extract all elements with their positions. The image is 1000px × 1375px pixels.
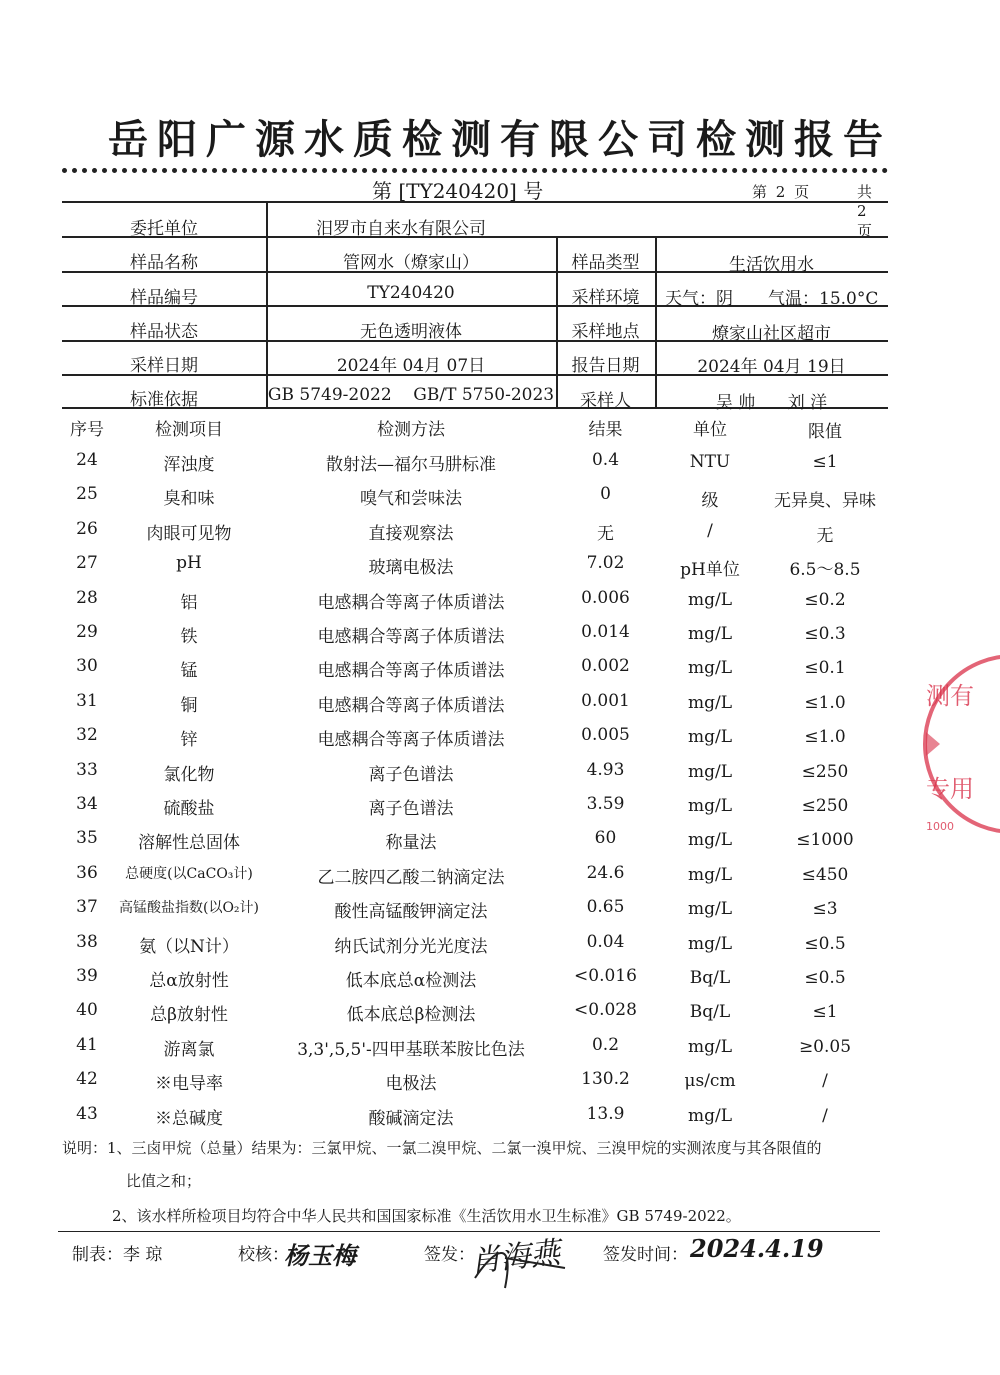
cell-limit: / [822, 1071, 828, 1092]
cell-no: 25 [76, 484, 98, 505]
cell-no: 41 [76, 1034, 98, 1055]
cell-limit: ≤0.5 [804, 933, 846, 954]
cell-no: 34 [76, 794, 98, 814]
prepared-by: 制表：李 琼 [72, 1245, 163, 1265]
client-label: 委托单位 [130, 219, 198, 239]
cell-result: 0.4 [591, 450, 620, 470]
sample-type-value: 生活饮用水 [729, 255, 814, 275]
cell-item: 总β放射性 [150, 1005, 228, 1026]
total-pages: 共 2 页 [857, 183, 875, 240]
approver-signature-stroke [455, 1228, 585, 1298]
cell-item: 总α放射性 [149, 971, 229, 991]
cell-unit: mg/L [687, 864, 733, 885]
cell-method: 直接观察法 [368, 523, 454, 544]
state-value: 无色透明液体 [360, 322, 462, 342]
cell-result: 7.02 [586, 553, 625, 574]
svg-text:专用: 专用 [926, 775, 974, 803]
cell-result: <0.016 [574, 966, 637, 986]
sample-name-value: 管网水（燎家山） [343, 253, 479, 273]
client-value: 汨罗市自来水有限公司 [316, 219, 486, 239]
issue-time-label: 签发时间： [603, 1245, 688, 1265]
cell-item: pH [176, 553, 202, 574]
cell-result: 60 [594, 828, 617, 849]
header-item: 检测项目 [155, 420, 223, 440]
cell-method: 电感耦合等离子体质谱法 [317, 661, 505, 682]
cell-limit: ≤250 [801, 796, 849, 816]
cell-limit: ≤1 [812, 452, 838, 472]
cell-method: 酸碱滴定法 [368, 1108, 454, 1129]
cell-method: 纳氏试剂分光光度法 [334, 936, 488, 957]
cell-method: 3,3',5,5'-四甲基联苯胺比色法 [297, 1039, 525, 1060]
site-label: 采样地点 [571, 322, 640, 342]
cell-no: 24 [76, 450, 98, 470]
cell-limit: ≤0.1 [804, 658, 846, 679]
cell-item: 铜 [180, 695, 198, 716]
cell-no: 37 [76, 897, 98, 918]
cell-limit: ≤1.0 [804, 727, 846, 748]
cell-limit: ≤450 [801, 864, 849, 885]
note-line-1: 说明：1、三卤甲烷（总量）结果为：三氯甲烷、一氯二溴甲烷、二氯一溴甲烷、三溴甲烷的实测浓度与其各限值的 [62, 1139, 822, 1157]
cell-method: 离子色谱法 [368, 764, 454, 785]
cell-result: 4.93 [586, 759, 625, 780]
header-limit: 限值 [808, 422, 842, 442]
env-label: 采样环境 [571, 288, 640, 308]
sampling-date-value: 2024年 04月 07日 [336, 356, 486, 376]
cell-unit: mg/L [687, 1105, 733, 1126]
env-temp: 气温：15.0°C [768, 289, 879, 309]
cell-limit: 6.5～8.5 [789, 560, 861, 581]
cell-unit: μs/cm [684, 1071, 736, 1092]
cell-no: 40 [76, 1000, 98, 1021]
cell-method: 电感耦合等离子体质谱法 [317, 627, 505, 647]
state-label: 样品状态 [130, 322, 198, 342]
cell-item: 高锰酸盐指数(以O₂计) [118, 900, 259, 917]
header-method: 检测方法 [377, 420, 445, 440]
cell-unit: 级 [701, 491, 719, 512]
report-date-value: 2024年 04月 19日 [697, 357, 846, 377]
cell-item: 总硬度(以CaCO₃计) [125, 865, 253, 882]
cell-method: 电感耦合等离子体质谱法 [317, 730, 505, 751]
cell-unit: mg/L [687, 692, 733, 713]
cell-item: 硫酸盐 [163, 799, 215, 819]
cell-limit: ≤3 [812, 899, 838, 920]
approver-signature: 肖海燕 [468, 1235, 562, 1280]
cell-unit: mg/L [687, 624, 733, 644]
cell-unit: mg/L [687, 761, 733, 782]
svg-text:1000: 1000 [926, 820, 954, 833]
cell-unit: NTU [689, 452, 731, 472]
cell-result: 0.006 [581, 587, 630, 608]
header-result: 结果 [588, 420, 623, 440]
cell-limit: ≤250 [801, 761, 849, 782]
cell-limit: ≤0.2 [804, 589, 846, 610]
cell-limit: ≤1000 [796, 830, 854, 851]
env-weather: 天气：阴 [665, 289, 733, 309]
cell-limit: / [822, 1105, 828, 1126]
sample-no-label: 样品编号 [130, 288, 198, 308]
standard-label: 标准依据 [130, 390, 198, 410]
cell-item: 铁 [180, 627, 198, 647]
sampling-date-label: 采样日期 [130, 356, 198, 376]
header-no: 序号 [70, 420, 104, 440]
cell-result: 0.002 [581, 656, 630, 677]
cell-method: 电感耦合等离子体质谱法 [317, 592, 505, 613]
standard-value: GB 5749-2022 GB/T 5750-2023 [267, 385, 555, 405]
cell-item: 锰 [180, 661, 198, 682]
cell-limit: ≤1 [812, 1002, 838, 1023]
cell-unit: Bq/L [689, 968, 731, 988]
cell-method: 散射法—福尔马肼标准 [326, 455, 496, 475]
cell-no: 32 [76, 725, 98, 746]
cell-unit: mg/L [687, 589, 733, 610]
cell-item: 铝 [180, 592, 198, 613]
cell-item: 浑浊度 [163, 455, 215, 475]
cell-method: 嗅气和尝味法 [360, 489, 462, 510]
cell-result: 0.04 [586, 931, 625, 952]
cell-item: 游离氯 [163, 1039, 215, 1060]
cell-no: 38 [76, 931, 98, 952]
issue-time-value: 2024.4.19 [690, 1234, 824, 1263]
cell-limit: ≤0.3 [804, 624, 846, 644]
cell-item: 氨（以N计） [139, 936, 239, 957]
report-date-label: 报告日期 [571, 356, 640, 376]
cell-result: 13.9 [586, 1103, 625, 1124]
cell-method: 乙二胺四乙酸二钠滴定法 [317, 867, 505, 888]
info-line [62, 201, 888, 203]
cell-method: 低本底总β检测法 [346, 1005, 476, 1026]
note-line-1b: 比值之和； [126, 1172, 202, 1190]
cell-unit: pH单位 [680, 560, 740, 581]
cell-limit: 无异臭、异味 [774, 491, 876, 512]
sampler-label: 采样人 [580, 391, 631, 411]
checker-signature: 杨玉梅 [284, 1241, 356, 1270]
cell-result: 0.2 [591, 1034, 620, 1055]
cell-no: 43 [76, 1103, 98, 1124]
cell-unit: mg/L [687, 1036, 733, 1057]
cell-result: 24.6 [586, 862, 625, 883]
cell-method: 电极法 [385, 1074, 437, 1095]
cell-item: 肉眼可见物 [146, 523, 232, 544]
header-unit: 单位 [693, 420, 727, 440]
cell-unit: / [707, 520, 713, 541]
cell-no: 31 [76, 690, 98, 711]
cell-method: 玻璃电极法 [368, 558, 454, 579]
cell-unit: mg/L [687, 899, 733, 920]
cell-no: 30 [76, 656, 98, 677]
cell-no: 35 [76, 828, 98, 849]
cell-no: 28 [76, 587, 98, 608]
cell-unit: Bq/L [689, 1002, 731, 1023]
cell-limit: ≥0.05 [798, 1036, 852, 1057]
cell-item: 氯化物 [163, 764, 215, 785]
cell-result: 无 [597, 523, 614, 544]
cell-result: <0.028 [574, 1000, 637, 1021]
cell-result: 0.65 [586, 897, 625, 918]
cell-no: 26 [76, 518, 98, 539]
cell-result: 0.001 [581, 690, 630, 711]
sampler-value: 吴 帅 刘 洋 [715, 393, 828, 413]
cell-item: ※总碱度 [155, 1108, 223, 1129]
cell-unit: mg/L [687, 830, 733, 851]
report-number: 第 [TY240420] 号 [372, 179, 544, 203]
cell-item: ※电导率 [155, 1074, 223, 1095]
cell-unit: mg/L [687, 933, 733, 954]
cell-item: 锌 [180, 730, 198, 751]
cell-method: 低本底总α检测法 [345, 971, 477, 991]
approved-label: 签发： [424, 1245, 475, 1265]
cell-method: 离子色谱法 [368, 799, 454, 819]
official-stamp [918, 652, 1000, 837]
cell-no: 27 [76, 553, 98, 574]
cell-no: 39 [76, 966, 98, 986]
cell-no: 36 [76, 862, 98, 883]
sample-no-value: TY240420 [367, 283, 455, 303]
cell-limit: 无 [816, 525, 834, 546]
cell-result: 0 [600, 484, 611, 505]
cell-limit: ≤0.5 [804, 968, 846, 988]
cell-result: 0.005 [581, 725, 630, 746]
cell-result: 0.014 [581, 622, 630, 642]
cell-method: 酸性高锰酸钾滴定法 [334, 902, 488, 923]
svg-text:测有: 测有 [926, 682, 974, 710]
page-number: 第 2 页 [752, 183, 812, 201]
cell-method: 电感耦合等离子体质谱法 [317, 695, 505, 716]
sample-name-label: 样品名称 [130, 253, 198, 273]
checked-label: 校核： [238, 1245, 289, 1265]
cell-result: 130.2 [581, 1069, 630, 1090]
report-title: 岳阳广源水质检测有限公司检测报告 [108, 116, 892, 163]
cell-unit: mg/L [687, 658, 733, 679]
cell-item: 溶解性总固体 [138, 833, 240, 854]
cell-unit: mg/L [687, 796, 733, 816]
cell-limit: ≤1.0 [804, 692, 846, 713]
cell-method: 称量法 [385, 833, 437, 854]
site-value: 燎家山社区超市 [712, 324, 831, 344]
cell-result: 3.59 [586, 794, 625, 814]
cell-unit: mg/L [687, 727, 733, 748]
note-line-2: 2、该水样所检项目均符合中华人民共和国国家标准《生活饮用水卫生标准》GB 5749-2022。 [112, 1207, 741, 1225]
cell-item: 臭和味 [163, 489, 215, 510]
cell-no: 42 [76, 1069, 98, 1090]
cell-no: 33 [76, 759, 98, 780]
sample-type-label: 样品类型 [571, 253, 640, 273]
cell-no: 29 [76, 622, 98, 642]
